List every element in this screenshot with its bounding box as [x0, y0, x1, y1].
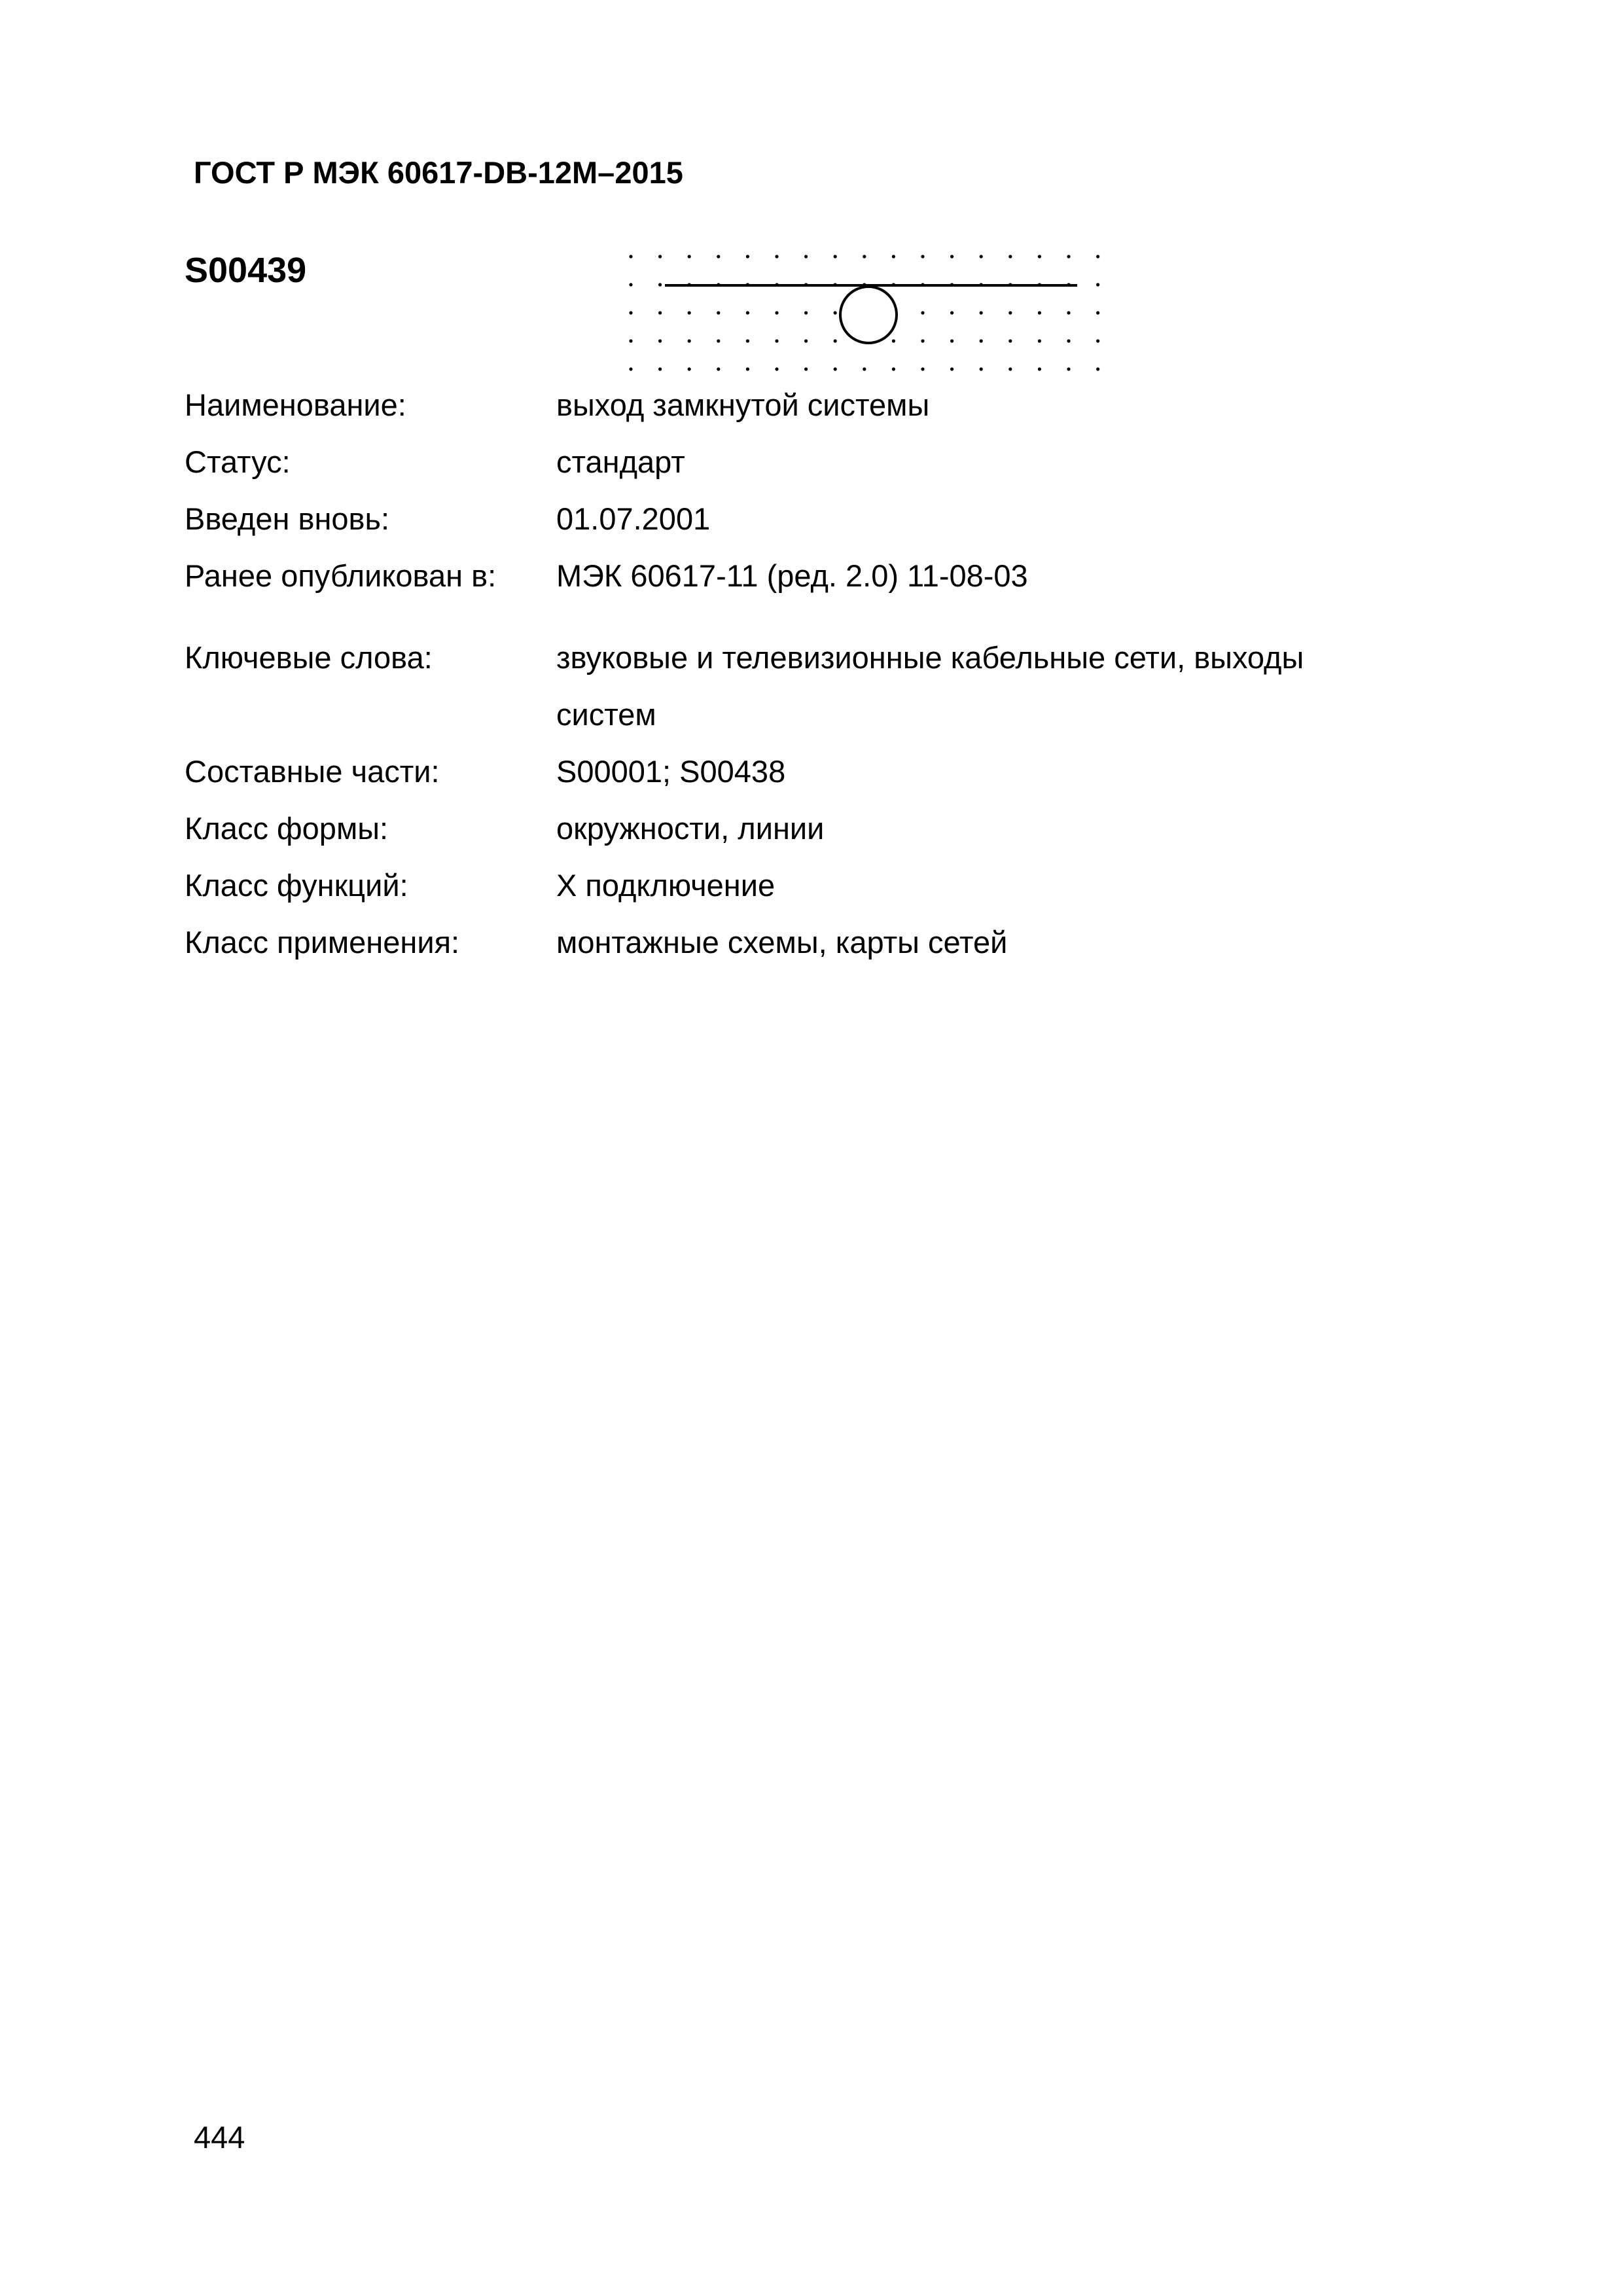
grid-dot [921, 367, 924, 370]
grid-dot [834, 367, 837, 370]
grid-dot [629, 255, 632, 258]
property-label: Класс функций: [185, 868, 408, 903]
grid-dot [804, 367, 808, 370]
grid-dot [717, 255, 720, 258]
grid-dot [892, 255, 895, 258]
grid-dot [658, 283, 662, 286]
grid-dot [1038, 367, 1041, 370]
symbol-circle [840, 287, 897, 343]
grid-dot [863, 255, 866, 258]
grid-dot [629, 367, 632, 370]
property-row-shape-class [185, 800, 1493, 857]
grid-dot [746, 367, 749, 370]
grid-dot [1067, 255, 1070, 258]
property-value: окружности, линии [556, 811, 825, 846]
property-value: X подключение [556, 868, 776, 903]
grid-dot [1038, 339, 1041, 342]
grid-dot [658, 339, 662, 342]
symbol-id: S00439 [185, 251, 307, 290]
property-row-application-class [185, 914, 1493, 971]
grid-dot [980, 311, 983, 314]
grid-dot [950, 311, 954, 314]
grid-dot [717, 367, 720, 370]
grid-dot [1038, 255, 1041, 258]
grid-dot [834, 255, 837, 258]
property-label: Класс применения: [185, 925, 460, 960]
grid-dot [1096, 283, 1099, 286]
property-value: S00001; S00438 [556, 754, 786, 789]
grid-dot [1008, 339, 1012, 342]
property-label: Класс формы: [185, 811, 389, 846]
grid-dot [688, 311, 691, 314]
grid-dot [863, 367, 866, 370]
property-value: стандарт [556, 444, 685, 479]
symbol-graphic [615, 242, 1113, 381]
grid-dot [746, 311, 749, 314]
grid-dot [892, 367, 895, 370]
property-label: Введен вновь: [185, 501, 390, 536]
grid-dot [1008, 255, 1012, 258]
property-label: Наименование: [185, 387, 406, 422]
grid-dot [1008, 311, 1012, 314]
grid-dot [921, 311, 924, 314]
property-row-keywords [185, 629, 1493, 743]
grid-dot [980, 367, 983, 370]
property-label: Ключевые слова: [185, 640, 433, 675]
grid-dot [834, 311, 837, 314]
property-row-status [185, 433, 1493, 490]
grid-dot [834, 339, 837, 342]
grid-dot [775, 311, 778, 314]
grid-dot [804, 255, 808, 258]
grid-dot [921, 339, 924, 342]
grid-dot [1008, 367, 1012, 370]
grid-dot [1067, 339, 1070, 342]
grid-dot [1067, 367, 1070, 370]
grid-dot [717, 339, 720, 342]
grid-dot [658, 311, 662, 314]
grid-dot [1067, 311, 1070, 314]
grid-dot [688, 339, 691, 342]
page-number: 444 [194, 2120, 245, 2155]
property-value: МЭК 60617-11 (ред. 2.0) 11-08-03 [556, 558, 1028, 593]
grid-dot [775, 339, 778, 342]
grid-dot [921, 255, 924, 258]
grid-dot [892, 339, 895, 342]
document-header: ГОСТ Р МЭК 60617-DB-12M–2015 [194, 155, 683, 190]
grid-dot [629, 283, 632, 286]
grid-dot [980, 255, 983, 258]
grid-dot [980, 339, 983, 342]
grid-dot [804, 311, 808, 314]
grid-dot [1096, 339, 1099, 342]
property-row-components [185, 743, 1493, 800]
grid-dot [629, 339, 632, 342]
grid-dot [804, 339, 808, 342]
grid-dot [950, 339, 954, 342]
grid-dot [950, 367, 954, 370]
grid-dot [775, 367, 778, 370]
grid-dot [658, 255, 662, 258]
property-value: звуковые и телевизионные кабельные сети, выходы систем [556, 640, 1304, 732]
property-row-published-in [185, 547, 1493, 604]
grid-dot [1096, 367, 1099, 370]
grid-dot [658, 367, 662, 370]
grid-dot [717, 311, 720, 314]
property-label: Ранее опубликован в: [185, 558, 497, 593]
grid-dot [629, 311, 632, 314]
property-value: монтажные схемы, карты сетей [556, 925, 1008, 960]
grid-dot [950, 255, 954, 258]
property-value: 01.07.2001 [556, 501, 711, 536]
grid-dot [1096, 311, 1099, 314]
grid-dot [775, 255, 778, 258]
grid-dot [688, 255, 691, 258]
property-row-name [185, 376, 1493, 433]
property-label: Статус: [185, 444, 291, 479]
grid-dot [688, 367, 691, 370]
properties-table [185, 376, 1493, 971]
property-value: выход замкнутой системы [556, 387, 930, 422]
grid-dot [1096, 255, 1099, 258]
property-row-function-class [185, 857, 1493, 914]
grid-dot [746, 339, 749, 342]
grid-dot [746, 255, 749, 258]
property-label: Составные части: [185, 754, 440, 789]
grid-dot [1038, 311, 1041, 314]
property-row-introduced [185, 490, 1493, 547]
